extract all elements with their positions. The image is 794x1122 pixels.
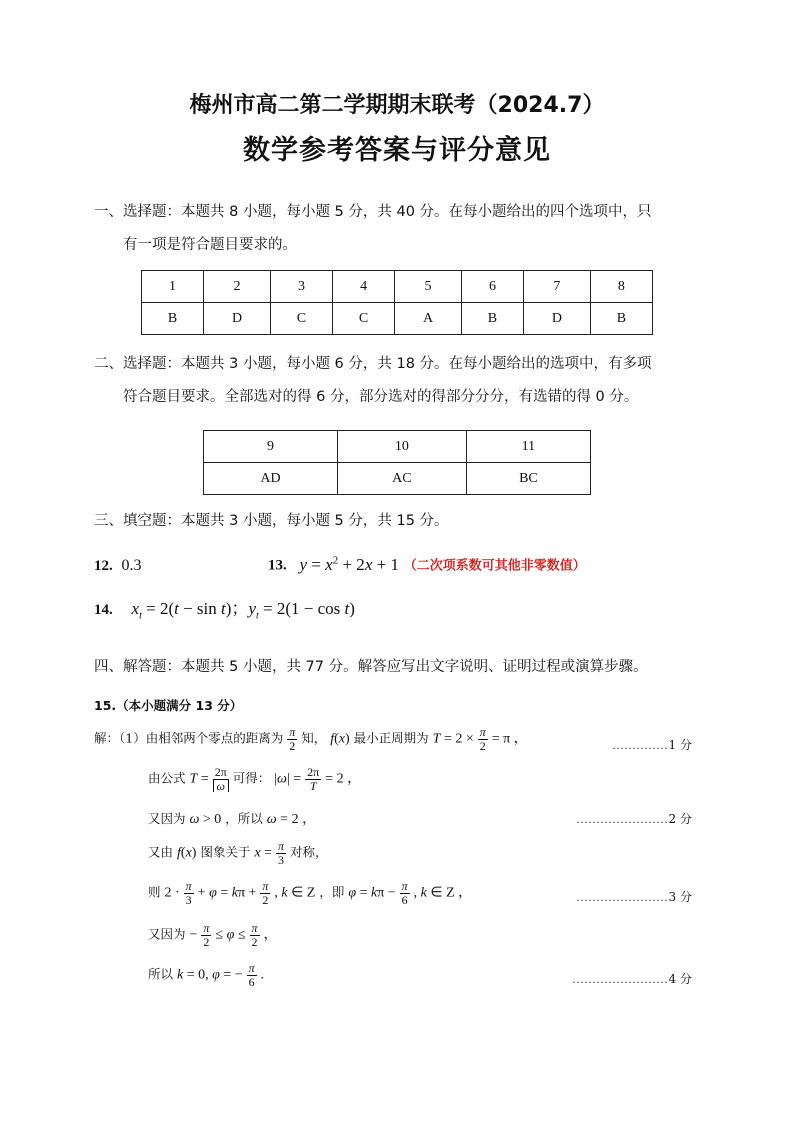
score-marker-3: .......................3 分 [576, 890, 692, 904]
step-text: ，即 [319, 884, 345, 900]
section2-answer-table [203, 430, 591, 495]
table-cell: A [395, 303, 462, 335]
math-expression: f(x) [330, 731, 350, 747]
math-expression: 2 · [164, 885, 180, 901]
q12-value: 0.3 [121, 557, 142, 574]
math-expression: = π ， [491, 731, 528, 747]
q14-answer [94, 594, 355, 621]
section1-answer-table [141, 270, 653, 335]
q13-answer [268, 554, 586, 575]
fraction: $\frac{\pi}{3}$ [278, 839, 285, 867]
math-expression: k = 0, φ = − [177, 967, 243, 983]
step-text: 又因为 [148, 811, 186, 826]
score-marker-2: .......................2 分 [576, 812, 692, 826]
section2-instructions [94, 348, 699, 414]
table-cell: 6 [461, 271, 523, 303]
document-title: 梅州市高二第二学期期末联考（2024.7） [189, 93, 605, 118]
table-cell: AC [337, 463, 466, 495]
math-expression: . [260, 967, 265, 983]
table-cell: 2 [204, 271, 271, 303]
table-row-numbers [204, 431, 591, 463]
solution-step-7 [148, 962, 264, 988]
fraction: $\frac{\pi}{2}$ [251, 921, 258, 949]
step-text: 解：（1）由相邻两个零点的距离为 [94, 730, 284, 746]
score-marker-4: ........................4 分 [572, 972, 692, 986]
step-text: ，所以 [225, 811, 263, 826]
step-text: 所以 [148, 966, 174, 982]
table-cell: 7 [524, 271, 591, 303]
solution-step-1 [94, 726, 528, 752]
fraction: $\frac{\pi}{3}$ [185, 879, 192, 907]
table-cell: B [142, 303, 204, 335]
section1-line1: 一、选择题：本题共 8 小题，每小题 5 分，共 40 分。在每小题给出的四个选项中，只 [94, 204, 652, 220]
math-expression: , k ∈ Z ， [413, 885, 473, 901]
section4-instructions: 四、解答题：本题共 5 小题，共 77 分。解答应写出文字说明、证明过程或演算步骤。 [94, 659, 648, 675]
fraction: $\frac{\pi}{2}$ [289, 725, 296, 753]
table-cell: D [204, 303, 271, 335]
step-text: 可得： [232, 770, 271, 786]
fraction: $\frac{2\pi}{T}$ [307, 765, 320, 793]
section2-line1: 二、选择题：本题共 3 小题，每小题 6 分，共 18 分。在每小题给出的选项中，有多项 [94, 356, 652, 372]
section1-line2: 有一项是符合题目要求的。 [123, 237, 297, 253]
fraction: $\frac{\pi}{6}$ [248, 961, 255, 989]
solution-step-3 [148, 808, 316, 828]
step-text: 知， [301, 730, 327, 746]
table-cell: 10 [337, 431, 466, 463]
q14-label: 14. [94, 602, 113, 618]
table-cell: AD [204, 463, 338, 495]
math-expression: T = [189, 771, 209, 787]
table-cell: B [590, 303, 652, 335]
section1-instructions [94, 196, 699, 262]
math-expression: ω = 2 ， [266, 812, 317, 827]
section2-line2: 符合题目要求。全部选对的得 6 分，部分选对的得部分分分，有选错的得 0 分。 [123, 389, 639, 405]
table-cell: 8 [590, 271, 652, 303]
math-expression: φ = kπ − [348, 885, 396, 901]
score-marker-1: ..............1 分 [612, 738, 692, 752]
table-row-answers [142, 303, 653, 335]
table-cell: C [333, 303, 395, 335]
math-expression: − [189, 927, 198, 943]
math-expression: |ω| = [274, 771, 302, 787]
fraction: $\frac{\pi}{2}$ [479, 725, 486, 753]
solution-step-6 [148, 922, 278, 948]
fraction: $\frac{2\pi}{\omega}$ [214, 765, 227, 793]
q13-label: 13. [268, 557, 287, 574]
q12-answer [94, 556, 142, 575]
step-text: 最小正周期为 [353, 730, 429, 746]
step-text: 对称， [290, 844, 328, 860]
q14-formula: $x_t = 2(t - \sin t)$；$y_t = 2(1 - \cos t)$ [131, 599, 355, 622]
solution-step-2 [148, 766, 361, 792]
math-expression: ≤ φ ≤ [215, 927, 246, 943]
table-row-answers [204, 463, 591, 495]
table-cell: 3 [270, 271, 332, 303]
q13-note: （二次项系数可其他非零数值） [403, 558, 586, 574]
table-row-numbers [142, 271, 653, 303]
solution-step-4 [148, 840, 328, 866]
math-expression: T = 2 × [432, 731, 474, 747]
step-text: 图象关于 [200, 844, 251, 860]
math-expression: = 2 ， [325, 771, 362, 787]
math-expression: + φ = kπ + [197, 885, 257, 901]
table-cell: 4 [333, 271, 395, 303]
math-expression: ， [263, 927, 278, 943]
table-cell: D [524, 303, 591, 335]
document-subtitle: 数学参考答案与评分意见 [243, 135, 551, 166]
table-cell: 9 [204, 431, 338, 463]
step-text: 由公式 [148, 770, 186, 786]
q15-header: 15.（本小题满分 13 分） [94, 698, 243, 713]
fraction: $\frac{\pi}{2}$ [203, 921, 210, 949]
step-text: 则 [148, 884, 161, 900]
table-cell: 1 [142, 271, 204, 303]
table-cell: B [461, 303, 523, 335]
q12-label: 12. [94, 558, 113, 574]
table-cell: 5 [395, 271, 462, 303]
math-expression: x = [254, 845, 273, 861]
math-expression: ω > 0 [189, 812, 222, 827]
table-cell: BC [466, 463, 590, 495]
step-text: 又由 [148, 844, 174, 860]
fraction: $\frac{\pi}{6}$ [401, 879, 408, 907]
q13-formula: $y = x^2 + 2x + 1$ [299, 554, 399, 574]
section3-instructions: 三、填空题：本题共 3 小题，每小题 5 分，共 15 分。 [94, 513, 449, 529]
step-text: 又因为 [148, 926, 186, 942]
solution-step-5 [148, 880, 472, 906]
table-cell: C [270, 303, 332, 335]
fraction: $\frac{\pi}{2}$ [262, 879, 269, 907]
math-expression: , k ∈ Z [274, 885, 316, 901]
table-cell: 11 [466, 431, 590, 463]
math-expression: f(x) [177, 845, 197, 861]
